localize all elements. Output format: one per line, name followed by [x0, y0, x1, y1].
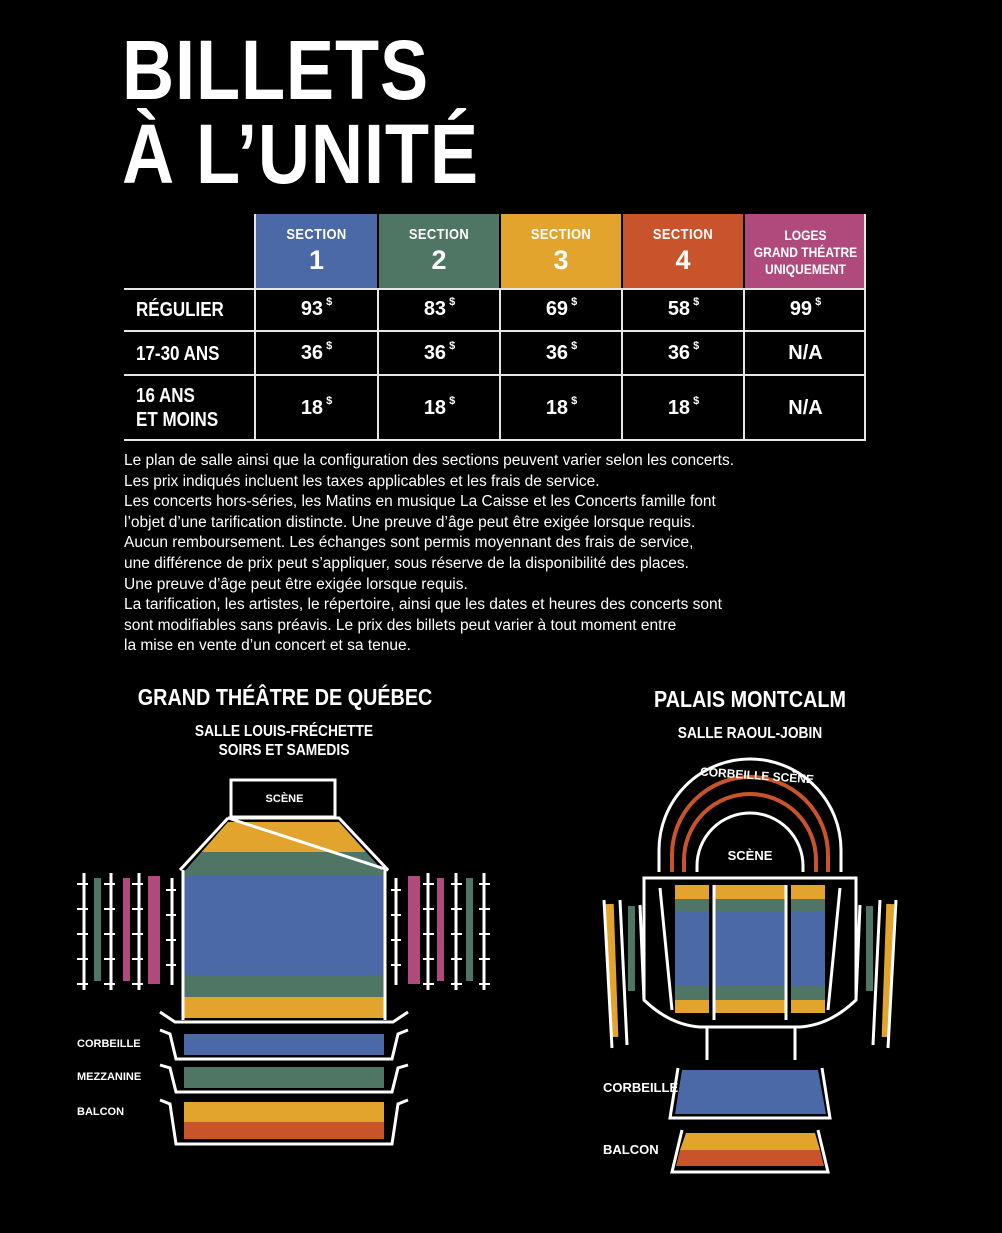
- price-cell-na: N/A: [788, 342, 823, 364]
- gt-mezzanine-label: MEZZANINE: [77, 1071, 142, 1083]
- price-cell: 36 $: [667, 340, 700, 364]
- price-cell: 18 $: [423, 395, 456, 419]
- price-cell: 58 $: [667, 296, 700, 320]
- header-loges: LOGES GRAND THÉATRE UNIQUEMENT: [745, 214, 866, 288]
- palais-plan: [604, 759, 896, 1172]
- title-line-1: BILLETS: [122, 23, 430, 117]
- pm-balcon: [680, 1133, 820, 1150]
- gt-left-loges: [77, 873, 176, 990]
- price-cell: 18 $: [667, 395, 700, 419]
- note-line: l’objet d’une tarification distincte. Une preuve d’âge peut être exigée lorsque requis.: [124, 513, 696, 531]
- grand-theatre-title: GRAND THÉÂTRE DE QUÉBEC: [137, 684, 433, 710]
- grand-theatre-plan: [77, 780, 490, 1144]
- price-cell: 18 $: [545, 395, 578, 419]
- price-cell: 36 $: [545, 340, 578, 364]
- note-line: Le plan de salle ainsi que la configuration des sections peuvent varier selon les concerts.: [124, 452, 735, 469]
- pm-corbeille-label: CORBEILLE: [603, 1080, 679, 1095]
- gt-corbeille-label: CORBEILLE: [77, 1038, 141, 1050]
- price-cell: 93 $: [300, 296, 333, 320]
- note-line: Les concerts hors-séries, les Matins en musique La Caisse et les Concerts famille font: [124, 493, 716, 511]
- header-section-1: SECTION 1: [256, 214, 377, 288]
- gt-mezzanine: [184, 1067, 384, 1088]
- note-line: Les prix indiqués incluent les taxes applicables et les frais de service.: [124, 472, 600, 490]
- price-cell: 36 $: [300, 340, 333, 364]
- title-line-2: À L’UNITÉ: [122, 107, 479, 201]
- pm-corbeille-scene-label: CORBEILLE SCÈNE: [699, 764, 815, 787]
- gt-balcon-label: BALCON: [77, 1106, 125, 1118]
- price-cell: 18 $: [300, 395, 333, 419]
- gt-stage-label: SCÈNE: [265, 793, 304, 805]
- note-line: Aucun remboursement. Les échanges sont permis moyennant des frais de service,: [124, 534, 694, 552]
- row-label-17-30: 17-30 ANS: [136, 343, 220, 365]
- price-cell: 69 $: [545, 296, 578, 320]
- gt-right-loges: [391, 873, 490, 990]
- header-section-4: SECTION 4: [623, 214, 743, 288]
- note-line: une différence de prix peut s’appliquer, sous réserve de la disponibilité des places.: [124, 554, 689, 572]
- grand-theatre-hall: SALLE LOUIS-FRÉCHETTE SOIRS ET SAMEDIS: [194, 723, 374, 759]
- price-cell: 36 $: [423, 340, 456, 364]
- note-line: La tarification, les artistes, le répertoire, ainsi que les dates et heures des concerts sont: [124, 596, 722, 614]
- gt-corbeille: [184, 1034, 384, 1055]
- header-section-3: SECTION 3: [501, 214, 621, 288]
- note-line: sont modifiables sans préavis. Le prix des billets peut varier à tout moment entre: [124, 616, 677, 634]
- price-cell: 83 $: [423, 296, 456, 320]
- price-cell-na: N/A: [788, 397, 823, 419]
- note-line: la mise en vente d’un concert et sa tenue.: [124, 637, 411, 655]
- palais-hall: SALLE RAOUL-JOBIN: [677, 725, 823, 742]
- gt-balcon: [184, 1102, 384, 1122]
- palais-title: PALAIS MONTCALM: [654, 686, 846, 712]
- price-cell: 99 $: [789, 296, 822, 320]
- row-label-regulier: RÉGULIER: [136, 299, 224, 321]
- pm-balcon-label: BALCON: [603, 1142, 659, 1157]
- row-label-16-ans: 16 ANS ET MOINS: [136, 385, 219, 431]
- header-section-2: SECTION 2: [379, 214, 499, 288]
- pm-corbeille: [675, 1070, 826, 1114]
- note-line: Une preuve d’âge peut être exigée lorsque requis.: [124, 575, 468, 593]
- pm-stage-label: SCÈNE: [727, 848, 773, 863]
